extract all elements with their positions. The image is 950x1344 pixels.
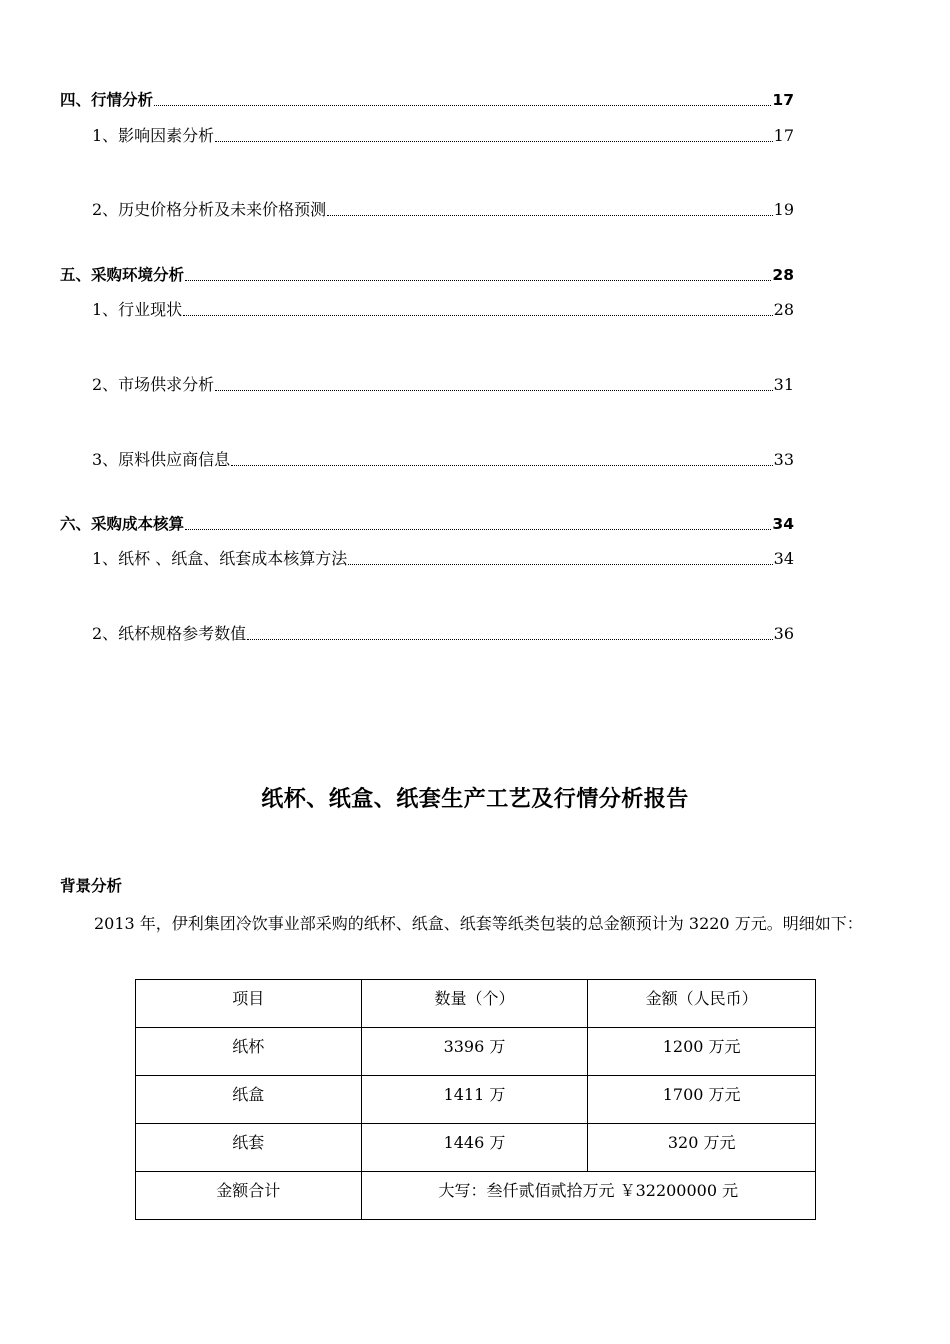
toc-entry-page: 19 [773, 200, 794, 219]
table-cell: 纸套 [136, 1124, 362, 1172]
toc-entry-label: 1、影响因素分析 [92, 126, 215, 145]
toc-leader-dots [231, 464, 772, 466]
toc-leader-dots [327, 214, 772, 216]
table-cell: 1700 万元 [588, 1076, 816, 1124]
toc-entry-page: 34 [772, 515, 794, 533]
table-cell: 1446 万 [361, 1124, 588, 1172]
table-header-cell: 项目 [136, 980, 362, 1028]
table-total-label: 金额合计 [136, 1172, 362, 1220]
toc-leader-dots [348, 563, 772, 565]
toc-leader-dots [183, 314, 772, 316]
toc-entry-cost-accounting[interactable] [60, 512, 794, 534]
toc-entry-industry-status[interactable] [92, 298, 794, 320]
toc-entry-label: 五、采购环境分析 [60, 266, 185, 284]
toc-entry-page: 36 [773, 624, 794, 643]
toc-entry-page: 17 [773, 126, 794, 145]
toc-entry-page: 33 [773, 450, 794, 469]
toc-entry-price-history[interactable] [92, 198, 794, 220]
table-cell: 1200 万元 [588, 1028, 816, 1076]
toc-leader-dots [154, 104, 771, 106]
table-header-cell: 数量（个） [361, 980, 588, 1028]
toc-entry-label: 1、行业现状 [92, 300, 183, 319]
toc-entry-cup-specs[interactable] [92, 622, 794, 644]
table-header-row [136, 980, 816, 1028]
toc-entry-procurement-environment[interactable] [60, 263, 794, 285]
table-cell: 320 万元 [588, 1124, 816, 1172]
toc-leader-dots [215, 389, 772, 391]
toc-leader-dots [185, 528, 771, 530]
toc-entry-label: 2、历史价格分析及未来价格预测 [92, 200, 327, 219]
toc-entry-label: 四、行情分析 [60, 91, 154, 109]
toc-leader-dots [215, 140, 772, 142]
table-cell: 3396 万 [361, 1028, 588, 1076]
toc-entry-page: 17 [772, 91, 794, 109]
table-header-cell: 金额（人民币） [588, 980, 816, 1028]
toc-leader-dots [247, 638, 772, 640]
toc-entry-page: 28 [773, 300, 794, 319]
toc-entry-label: 六、采购成本核算 [60, 515, 185, 533]
toc-entry-label: 1、纸杯 、纸盒、纸套成本核算方法 [92, 549, 348, 568]
toc-entry-label: 3、原料供应商信息 [92, 450, 231, 469]
table-total-row [136, 1172, 816, 1220]
section-heading: 背景分析 [60, 877, 123, 895]
toc-entry-page: 28 [772, 266, 794, 284]
procurement-detail-table [135, 979, 816, 1220]
table-cell: 纸杯 [136, 1028, 362, 1076]
table-cell: 1411 万 [361, 1076, 588, 1124]
table-row [136, 1028, 816, 1076]
toc-entry-label: 2、市场供求分析 [92, 375, 215, 394]
table-row [136, 1124, 816, 1172]
toc-entry-label: 2、纸杯规格参考数值 [92, 624, 247, 643]
toc-entry-influence-factors[interactable] [92, 124, 794, 146]
table-row [136, 1076, 816, 1124]
toc-entry-page: 31 [773, 375, 794, 394]
background-paragraph: 2013 年，伊利集团冷饮事业部采购的纸杯、纸盒、纸套等纸类包装的总金额预计为 3220 万元。明细如下： [94, 914, 863, 933]
toc-leader-dots [185, 279, 771, 281]
toc-entry-supply-demand[interactable] [92, 373, 794, 395]
table-total-value: 大写：叁仟贰佰贰拾万元 ￥32200000 元 [361, 1172, 815, 1220]
toc-entry-page: 34 [773, 549, 794, 568]
toc-entry-suppliers[interactable] [92, 448, 794, 470]
toc-entry-market-analysis[interactable] [60, 88, 794, 110]
toc-entry-cost-method[interactable] [92, 547, 794, 569]
table-cell: 纸盒 [136, 1076, 362, 1124]
report-title: 纸杯、纸盒、纸套生产工艺及行情分析报告 [261, 787, 689, 812]
